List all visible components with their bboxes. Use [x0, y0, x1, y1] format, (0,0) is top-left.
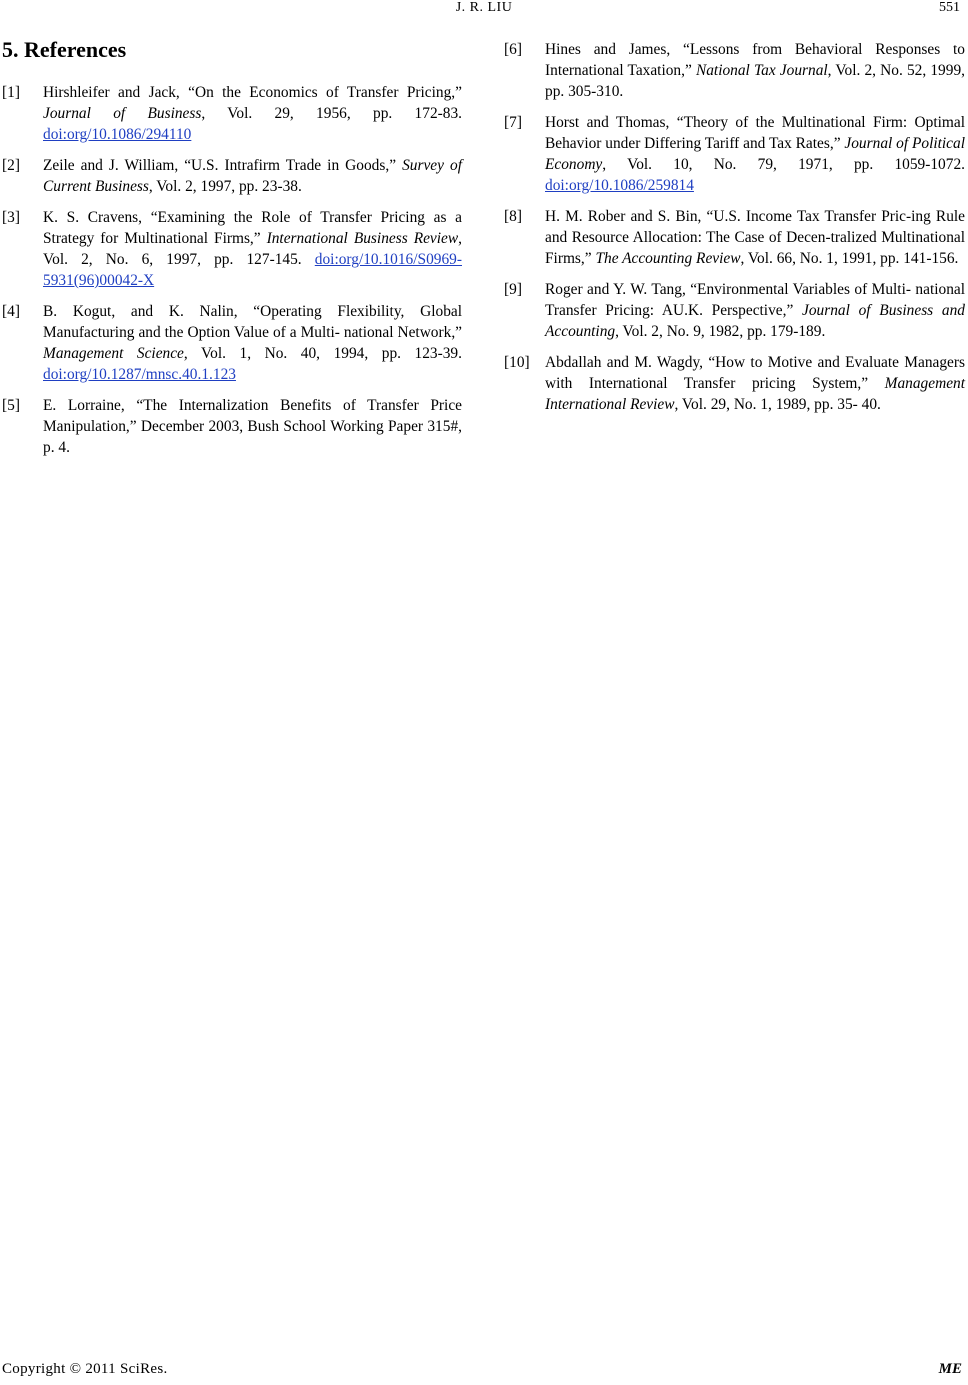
- doi-link[interactable]: doi:org/10.1016/S0969-5931(96)00042-X: [43, 251, 462, 289]
- reference-details: , Vol. 2, No. 9, 1982, pp. 179-189.: [615, 323, 826, 340]
- reference-journal: National Tax Journal: [695, 62, 828, 79]
- reference-text: Zeile and J. William, “U.S. Intrafirm Trade in Goods,”: [43, 157, 403, 174]
- copyright-notice: Copyright © 2011 SciRes.: [2, 1361, 168, 1377]
- reference-6: [504, 39, 965, 102]
- journal-abbreviation: ME: [938, 1361, 962, 1377]
- page-number: 551: [939, 0, 960, 15]
- reference-details: , Vol. 2, No. 6, 1997, pp. 127-145.: [43, 230, 462, 268]
- reference-number: [4]: [2, 303, 20, 320]
- reference-text: Abdallah and M. Wagdy, “How to Motive and Evaluate Managers with International Transfer pricing System,”: [545, 354, 965, 392]
- reference-journal: Survey of Current Business: [43, 157, 462, 195]
- reference-9: [504, 279, 965, 342]
- reference-details: , Vol. 29, No. 1, 1989, pp. 35- 40.: [674, 396, 881, 413]
- right-column: [504, 39, 965, 425]
- reference-journal: Journal of Political Economy: [545, 135, 965, 173]
- reference-number: [8]: [504, 208, 522, 225]
- page-footer: [0, 1361, 968, 1385]
- reference-3: [2, 207, 462, 291]
- reference-number: [7]: [504, 114, 522, 131]
- reference-details: , Vol. 2, No. 52, 1999, pp. 305-310.: [545, 62, 965, 100]
- reference-text: B. Kogut, and K. Nalin, “Operating Flexibility, Global Manufacturing and the Option Value of a Multi- national Network,”: [43, 303, 462, 341]
- reference-details: , Vol. 10, No. 79, 1971, pp. 1059-1072.: [602, 156, 965, 173]
- doi-link[interactable]: doi:org/10.1287/mnsc.40.1.123: [43, 366, 236, 383]
- doi-link[interactable]: doi:org/10.1086/294110: [43, 126, 192, 143]
- reference-number: [6]: [504, 41, 522, 58]
- reference-text: K. S. Cravens, “Examining the Role of Transfer Pricing as a Strategy for Multinational Firms,”: [43, 209, 462, 247]
- section-heading: 5. References: [2, 37, 127, 62]
- reference-details: , Vol. 2, 1997, pp. 23-38.: [148, 178, 302, 195]
- reference-4: [2, 301, 462, 385]
- reference-10: [504, 352, 965, 415]
- reference-number: [1]: [2, 84, 20, 101]
- reference-2: [2, 155, 462, 197]
- reference-7: [504, 112, 965, 196]
- reference-5: [2, 395, 462, 458]
- reference-details: , Vol. 1, No. 40, 1994, pp. 123-39.: [183, 345, 462, 362]
- reference-journal: Journal of Business and Accounting: [545, 302, 965, 340]
- reference-journal: The Accounting Review: [595, 250, 741, 267]
- reference-details: , Vol. 29, 1956, pp. 172-83.: [201, 105, 463, 122]
- reference-number: [2]: [2, 157, 20, 174]
- reference-journal: Management Science: [43, 345, 184, 362]
- reference-1: [2, 82, 462, 145]
- reference-number: [10]: [504, 354, 530, 371]
- reference-number: [5]: [2, 397, 20, 414]
- reference-journal: International Business Review: [266, 230, 459, 247]
- reference-text: Horst and Thomas, “Theory of the Multinational Firm: Optimal Behavior under Differing Tariff and Tax Rates,”: [545, 114, 965, 152]
- reference-text: E. Lorraine, “The Internalization Benefits of Transfer Price Manipulation,” December 2003, Bush School Working Paper 315#, p. 4.: [43, 397, 462, 456]
- reference-text: Roger and Y. W. Tang, “Environmental Variables of Multi- national Transfer Pricing: AU.K. Perspective,”: [545, 281, 965, 319]
- left-column: [2, 36, 462, 468]
- reference-journal: Journal of Business: [43, 105, 202, 122]
- reference-details: , Vol. 66, No. 1, 1991, pp. 141-156.: [740, 250, 959, 267]
- doi-link[interactable]: doi:org/10.1086/259814: [545, 177, 694, 194]
- reference-text: Hirshleifer and Jack, “On the Economics of Transfer Pricing,”: [43, 84, 462, 101]
- reference-journal: Management International Review: [545, 375, 965, 413]
- reference-number: [9]: [504, 281, 522, 298]
- reference-number: [3]: [2, 209, 20, 226]
- reference-8: [504, 206, 965, 269]
- reference-text: Hines and James, “Lessons from Behavioral Responses to International Taxation,”: [545, 41, 965, 79]
- reference-text: H. M. Rober and S. Bin, “U.S. Income Tax Transfer Pric-ing Rule and Resource Allocation: The Case of Decen-tralized Multinational Firms,”: [545, 208, 965, 267]
- running-head: [0, 0, 968, 20]
- running-head-author: J. R. LIU: [455, 0, 513, 15]
